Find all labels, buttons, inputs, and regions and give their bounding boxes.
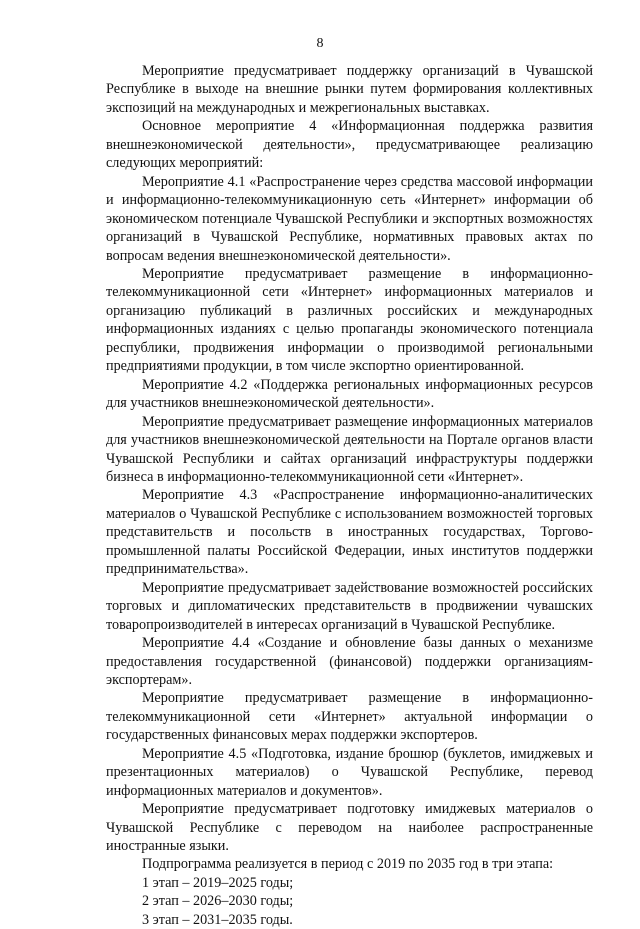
paragraph-stages-intro: Подпрограмма реализуется в период с 2019 по 2035 год в три этапа: bbox=[142, 856, 554, 873]
paragraph-event-4-3: Мероприятие 4.3 «Распространение информационно-аналитических материалов о Чувашской Республике с использованием возможностей торговых представительств и посольств в иностранных государствах, Торгово-промышленной палаты Российской Федерации, иных институтов поддержки предпринимательства». bbox=[106, 487, 593, 578]
paragraph-event-4-2-description: Мероприятие предусматривает размещение информационных материалов для участников внешнеэкономической деятельности на Портале органов власти Чувашской Республики и сайтах организаций инфраструктуры поддержки бизнеса в информационно-телекоммуникационной сети «Интернет». bbox=[106, 413, 593, 485]
paragraph-event-4-1: Мероприятие 4.1 «Распространение через средства массовой информации и информационно-телекоммуникационную сеть «Интернет» информации об экономическом потенциале Чувашской Республики и экспортных возможностях организаций в Чувашской Республике, нормативных правовых актах по вопросам ведения внешнеэкономической деятельности». bbox=[106, 173, 593, 264]
paragraph-event-4-5: Мероприятие 4.5 «Подготовка, издание брошюр (буклетов, имиджевых и презентационных материалов) о Чувашской Республике, перевод информационных материалов и документов». bbox=[106, 745, 593, 799]
paragraph-event-4-4: Мероприятие 4.4 «Создание и обновление базы данных о механизме предоставления государственной (финансовой) поддержки организациям-экспортерам». bbox=[106, 635, 593, 688]
stage-item-2: 2 этап – 2026–2030 годы; bbox=[142, 893, 294, 910]
page-number: 8 bbox=[316, 36, 324, 51]
document-body bbox=[106, 62, 593, 929]
stage-item-3: 3 этап – 2031–2035 годы. bbox=[142, 911, 293, 928]
paragraph-main-event-4: Основное мероприятие 4 «Информационная поддержка развития внешнеэкономической деятельности», предусматривающее реализацию следующих мероприятий: bbox=[106, 118, 593, 172]
paragraph-event-4-4-description: Мероприятие предусматривает размещение в информационно-телекоммуникационной сети «Интернет» актуальной информации о государственных финансовых мерах поддержки экспортеров. bbox=[106, 690, 593, 744]
paragraph-event-4-1-description: Мероприятие предусматривает размещение в информационно-телекоммуникационной сети «Интернет» информационных материалов и организацию публикаций в различных российских и международных информационных изданиях с целью пропаганды экономического потенциала республики, продвижения информации о производимой региональными предприятиями продукции, в том числе экспортно ориентированной. bbox=[106, 265, 593, 375]
paragraph-event-4-3-description: Мероприятие предусматривает задействование возможностей российских торговых и дипломатических представительств в продвижении чувашских товаропроизводителей в интересах организаций в Чувашской Республике. bbox=[106, 579, 593, 633]
stage-item-1: 1 этап – 2019–2025 годы; bbox=[142, 874, 294, 891]
paragraph-support-exhibitions: Мероприятие предусматривает поддержку организаций в Чувашской Республике в выходе на внешние рынки путем формирования коллективных экспозиций на международных и межрегиональных выставках. bbox=[106, 63, 593, 116]
paragraph-event-4-5-description: Мероприятие предусматривает подготовку имиджевых материалов о Чувашской Республике с переводом на наиболее распространенные иностранные языки. bbox=[106, 801, 593, 855]
paragraph-event-4-2: Мероприятие 4.2 «Поддержка региональных информационных ресурсов для участников внешнеэкономической деятельности». bbox=[106, 376, 593, 412]
